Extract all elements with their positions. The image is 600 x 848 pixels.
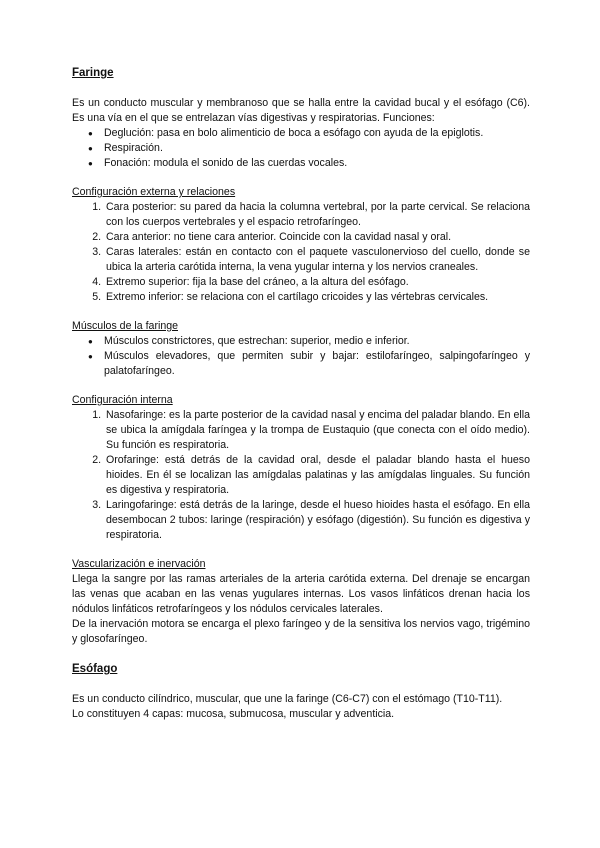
list-item: ● Músculos elevadores, que permiten subir y bajar: estilofaríngeo, salpingofaríngeo y palatofaríngeo. bbox=[104, 349, 530, 379]
list-item: 3. Caras laterales: están en contacto con el paquete vasculonervioso del cuello, donde se ubica la arteria carótida interna, la vena yugular interna y los nervios craneales. bbox=[104, 245, 530, 275]
configuracion-externa-list bbox=[72, 200, 530, 305]
section-title-esofago: Esófago bbox=[72, 663, 118, 675]
document-page bbox=[72, 66, 530, 722]
subheading-configuracion-externa: Configuración externa y relaciones bbox=[72, 186, 236, 198]
list-item: ● Respiración. bbox=[104, 141, 530, 156]
list-item: ● Músculos constrictores, que estrechan: superior, medio e inferior. bbox=[104, 334, 530, 349]
section-title-faringe: Faringe bbox=[72, 67, 114, 79]
esofago-paragraph-2: Lo constituyen 4 capas: mucosa, submucosa, muscular y adventicia. bbox=[72, 708, 395, 720]
musculos-list bbox=[72, 334, 530, 379]
list-item: ● Fonación: modula el sonido de las cuerdas vocales. bbox=[104, 156, 530, 171]
vascularizacion-paragraph: Llega la sangre por las ramas arteriales de la arteria carótida externa. Del drenaje se encargan las venas que acaban en las venas yugulares internas. Los vasos linfáticos drenan hacia los nódulos linfáticos retrofaríngeos y los nódulos cervicales laterales. bbox=[72, 573, 530, 615]
list-item: 1. Nasofaringe: es la parte posterior de la cavidad nasal y encima del paladar blando. En ella se ubica la amígdala faríngea y la trompa de Eustaquio (que conecta con el oído medio). Su función es respiratoria. bbox=[104, 408, 530, 453]
list-item: 1. Cara posterior: su pared da hacia la columna vertebral, por la parte cervical. Se relaciona con los cuerpos vertebrales y el espacio retrofaríngeo. bbox=[104, 200, 530, 230]
configuracion-interna-list bbox=[72, 408, 530, 543]
list-item: 5. Extremo inferior: se relaciona con el cartílago cricoides y las vértebras cervicales. bbox=[104, 290, 530, 305]
subheading-vascularizacion: Vascularización e inervación bbox=[72, 558, 206, 570]
esofago-paragraph-1: Es un conducto cilíndrico, muscular, que une la faringe (C6-C7) con el estómago (T10-T11). bbox=[72, 693, 503, 705]
faringe-intro: Es un conducto muscular y membranoso que se halla entre la cavidad bucal y el esófago (C6). Es una vía en el que se entrelazan vías digestivas y respiratorias. Funciones: bbox=[72, 97, 530, 124]
inervacion-paragraph: De la inervación motora se encarga el plexo faríngeo y de la sensitiva los nervios vago, trigémino y glosofaríngeo. bbox=[72, 618, 530, 645]
list-item: 4. Extremo superior: fija la base del cráneo, a la altura del esófago. bbox=[104, 275, 530, 290]
funciones-list bbox=[72, 126, 530, 171]
list-item: 2. Cara anterior: no tiene cara anterior. Coincide con la cavidad nasal y oral. bbox=[104, 230, 530, 245]
subheading-configuracion-interna: Configuración interna bbox=[72, 394, 173, 406]
list-item: ● Deglución: pasa en bolo alimenticio de boca a esófago con ayuda de la epiglotis. bbox=[104, 126, 530, 141]
subheading-musculos: Músculos de la faringe bbox=[72, 320, 178, 332]
list-item: 2. Orofaringe: está detrás de la cavidad oral, desde el paladar blando hasta el hueso hioides. En él se localizan las amígdalas palatinas y las amígdalas linguales. Su función es digestiva y respiratoria. bbox=[104, 453, 530, 498]
list-item: 3. Laringofaringe: está detrás de la laringe, desde el hueso hioides hasta el esófago. En ella desembocan 2 tubos: laringe (respiración) y esófago (digestión). Su función es digestiva y respiratoria. bbox=[104, 498, 530, 543]
